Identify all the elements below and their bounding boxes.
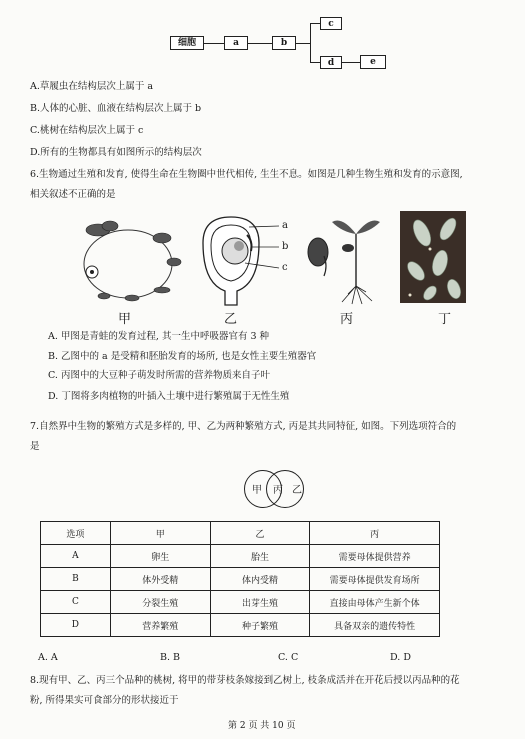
branch-line bbox=[296, 43, 310, 44]
table-header-row bbox=[41, 522, 440, 545]
table-cell: 胎生 bbox=[210, 545, 310, 568]
table-cell: C bbox=[41, 591, 111, 614]
table-row bbox=[41, 545, 440, 568]
table-header-cell: 选项 bbox=[41, 522, 111, 545]
q8-stem: 8.现有甲、乙、丙三个品种的桃树, 将甲的带芽枝条嫁接到乙树上, 枝条成活并在开花后授以丙品种的花 bbox=[30, 675, 460, 686]
q6-option-b: B. 乙图中的 a 是受精和胚胎发育的场所, 也是女性主要生殖器官 bbox=[48, 351, 317, 362]
q7-answer-c: C. C bbox=[278, 652, 299, 663]
table-cell: 卵生 bbox=[110, 545, 210, 568]
embryo-label-c: c bbox=[282, 262, 288, 273]
table-cell: 直接由母体产生新个体 bbox=[310, 591, 440, 614]
q7-stem: 7.自然界中生物的繁殖方式是多样的, 甲、乙为两种繁殖方式, 丙是其共同特征, 如图。下列选项符合的 bbox=[30, 421, 457, 432]
diagram-box-c: c bbox=[320, 17, 342, 30]
q5-option-c: C.桃树在结构层次上属于 c bbox=[30, 125, 144, 136]
q5-option-a: A.草履虫在结构层次上属于 a bbox=[30, 81, 154, 92]
q7-options-table bbox=[40, 521, 440, 637]
table-cell: 体外受精 bbox=[110, 568, 210, 591]
table-row bbox=[41, 614, 440, 637]
table-cell: 出芽生殖 bbox=[210, 591, 310, 614]
table-cell: B bbox=[41, 568, 111, 591]
table-row bbox=[41, 591, 440, 614]
q7-answer-d: D. D bbox=[390, 652, 411, 663]
diagram-box-a: a bbox=[224, 36, 248, 50]
succulent-leaf-photo bbox=[400, 211, 466, 303]
venn-label-yi: 乙 bbox=[292, 485, 302, 496]
table-header-cell: 甲 bbox=[110, 522, 210, 545]
diagram-box-cell: 细胞 bbox=[170, 36, 204, 50]
page-footer: 第 2 页 共 10 页 bbox=[228, 721, 296, 731]
embryo-label-b: b bbox=[282, 241, 289, 252]
arrow-line bbox=[204, 43, 224, 44]
q7-answer-b: B. B bbox=[160, 652, 181, 663]
figure-label-yi: 乙 bbox=[224, 312, 238, 327]
table-cell: 营养繁殖 bbox=[110, 614, 210, 637]
arrow-line bbox=[248, 43, 272, 44]
table-header-cell: 丙 bbox=[310, 522, 440, 545]
embryo-uterus-figure bbox=[193, 213, 293, 309]
q8-stem-cont: 粉, 所得果实可食部分的形状接近于 bbox=[30, 695, 179, 706]
branch-line bbox=[310, 23, 311, 63]
branch-line bbox=[310, 62, 320, 63]
q5-option-b: B.人体的心脏、血液在结构层次上属于 b bbox=[30, 103, 202, 114]
table-cell: 分裂生殖 bbox=[110, 591, 210, 614]
figure-label-ding: 丁 bbox=[438, 312, 452, 327]
frog-life-cycle-figure bbox=[70, 216, 190, 308]
diagram-box-b: b bbox=[272, 36, 296, 50]
q5-option-d: D.所有的生物都具有如图所示的结构层次 bbox=[30, 147, 202, 158]
q6-stem: 6.生物通过生殖和发育, 使得生命在生物圈中世代相传, 生生不息。如图是几种生物生殖和发育的示意图, bbox=[30, 169, 463, 180]
figure-label-bing: 丙 bbox=[340, 312, 354, 327]
table-cell: A bbox=[41, 545, 111, 568]
diagram-box-e: e bbox=[360, 55, 386, 69]
table-cell: 体内受精 bbox=[210, 568, 310, 591]
q6-stem-cont: 相关叙述不正确的是 bbox=[30, 189, 116, 200]
table-header-cell: 乙 bbox=[210, 522, 310, 545]
q6-option-a: A. 甲图是青蛙的发育过程, 其一生中呼吸器官有 3 种 bbox=[48, 331, 270, 342]
table-cell: 具备双亲的遗传特性 bbox=[310, 614, 440, 637]
table-cell: 需要母体提供发育场所 bbox=[310, 568, 440, 591]
embryo-label-a: a bbox=[282, 220, 288, 231]
q7-answer-a: A. A bbox=[38, 652, 58, 663]
branch-line bbox=[310, 23, 320, 24]
diagram-box-d: d bbox=[320, 56, 342, 69]
table-cell: D bbox=[41, 614, 111, 637]
q6-option-c: C. 丙图中的大豆种子萌发时所需的营养物质来自子叶 bbox=[48, 370, 270, 381]
venn-label-bing: 丙 bbox=[273, 485, 283, 496]
bean-germination-figure bbox=[302, 206, 392, 306]
q6-option-d: D. 丁图将多肉植物的叶插入土壤中进行繁殖属于无性生殖 bbox=[48, 391, 290, 402]
table-cell: 需要母体提供营养 bbox=[310, 545, 440, 568]
table-row bbox=[41, 568, 440, 591]
table-cell: 种子繁殖 bbox=[210, 614, 310, 637]
arrow-line bbox=[342, 62, 360, 63]
venn-label-jia: 甲 bbox=[252, 485, 262, 496]
figure-label-jia: 甲 bbox=[118, 312, 132, 327]
q7-stem-cont: 是 bbox=[30, 441, 40, 452]
